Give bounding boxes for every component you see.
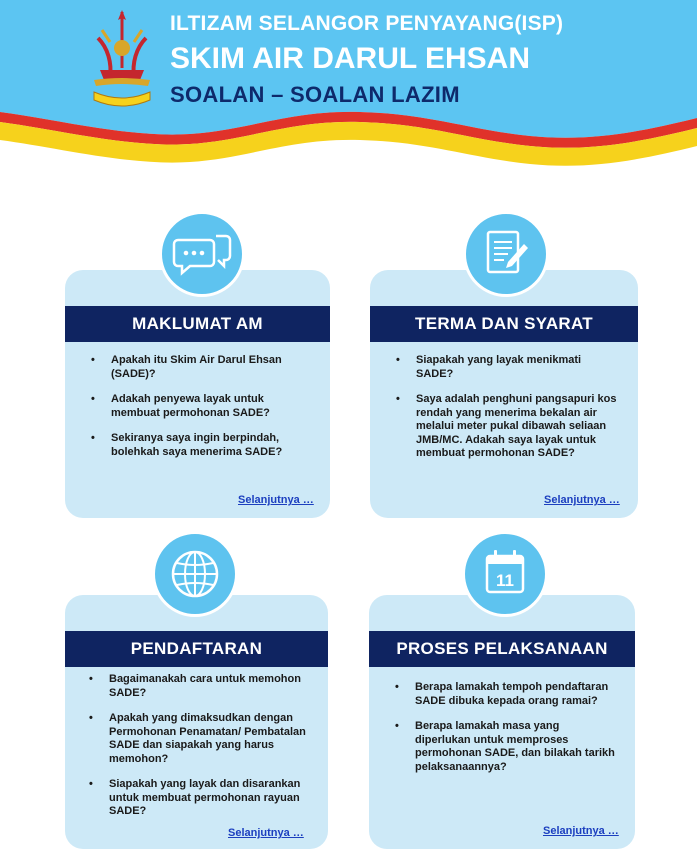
chat-bubbles-icon [162, 214, 242, 294]
list-item: • Siapakah yang layak dan disarankan untuk membuat permohonan rayuan SADE? [89, 778, 301, 817]
document-pen-icon [466, 214, 546, 294]
list-item: • Siapakah yang layak menikmati SADE? [396, 354, 582, 380]
question-list [391, 681, 615, 786]
list-item: • Apakah itu Skim Air Darul Ehsan (SADE)? [91, 354, 282, 380]
header-subtitle-faq: SOALAN – SOALAN LAZIM [170, 82, 460, 107]
card-proses-pelaksanaan [369, 595, 635, 849]
list-item: • Apakah yang dimaksudkan dengan Permohonan Penamatan/ Pembatalan SADE dan siapakah yang harus memohon? [89, 712, 306, 765]
icon-circle [463, 211, 549, 297]
list-item: • Saya adalah penghuni pangsapuri kos rendah yang menerima bekalan air melalui meter pukal dibawah seliaan JMB/MC. Adakah saya layak untuk membuat permohonan SADE? [396, 393, 617, 459]
header-title-sade: SKIM AIR DARUL EHSAN [170, 42, 531, 75]
globe-icon [155, 534, 235, 614]
calendar-day-number: 11 [496, 571, 514, 590]
card-title: PENDAFTARAN [65, 631, 328, 667]
question-list [392, 354, 620, 473]
card-title: PROSES PELAKSANAAN [369, 631, 635, 667]
icon-circle [159, 211, 245, 297]
more-link[interactable]: Selanjutnya … [543, 825, 619, 837]
question-list [85, 673, 313, 831]
list-item: • Sekiranya saya ingin berpindah, bolehkah saya menerima SADE? [91, 432, 283, 458]
calendar-icon [465, 534, 545, 614]
selangor-crest-icon [88, 8, 156, 110]
card-maklumat-am [65, 270, 330, 518]
list-item: • Berapa lamakah tempoh pendaftaran SADE dibuka kepada orang ramai? [395, 681, 609, 707]
list-item: • Adakah penyewa layak untuk membuat permohonan SADE? [91, 393, 270, 419]
more-link[interactable]: Selanjutnya … [544, 494, 620, 506]
icon-circle [152, 531, 238, 617]
more-link[interactable]: Selanjutnya … [228, 827, 304, 839]
question-list [87, 354, 312, 471]
card-terma-dan-syarat [370, 270, 638, 518]
more-link[interactable]: Selanjutnya … [238, 494, 314, 506]
header-banner [0, 0, 697, 175]
card-title: TERMA DAN SYARAT [370, 306, 638, 342]
header-title-isp: ILTIZAM SELANGOR PENYAYANG(ISP) [170, 12, 564, 35]
list-item: • Bagaimanakah cara untuk memohon SADE? [89, 673, 301, 699]
card-title: MAKLUMAT AM [65, 306, 330, 342]
card-pendaftaran [65, 595, 328, 849]
list-item: • Berapa lamakah masa yang diperlukan untuk memproses permohonan SADE, dan bilakah tarikh pelaksanaannya? [395, 720, 615, 773]
icon-circle [462, 531, 548, 617]
